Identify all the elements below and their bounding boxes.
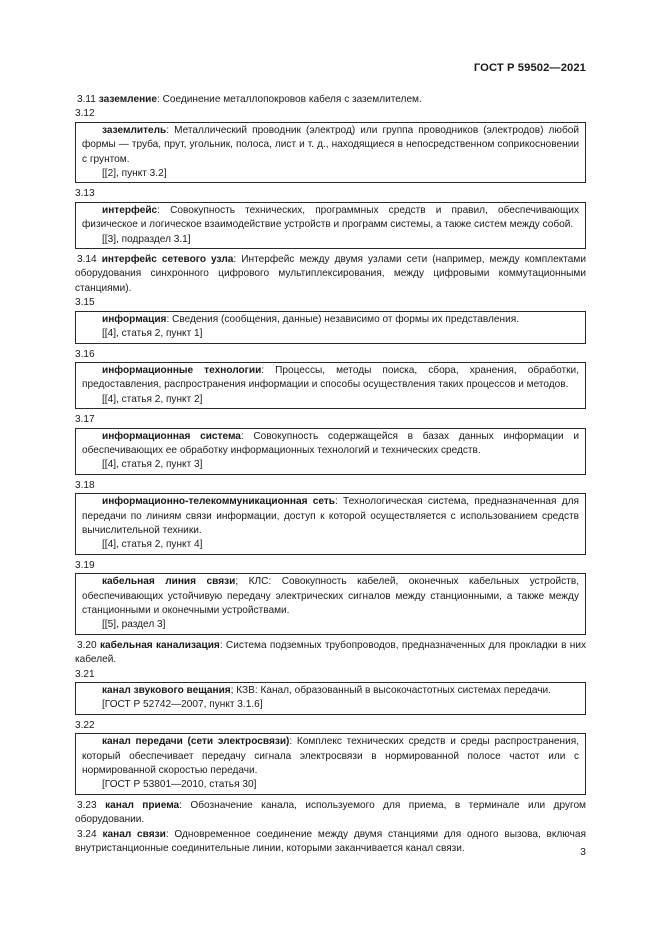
entry-3-17-box (75, 428, 586, 475)
entry-3-16 (82, 364, 579, 393)
entry-number-3-17: 3.17 (75, 414, 95, 426)
entry-3-17 (82, 430, 579, 459)
document-body (75, 93, 586, 857)
entry-term: информационные технологии (102, 364, 262, 376)
entry-term: заземление (98, 94, 157, 105)
entry-definition: ; КЛС: Совокупность кабелей, оконечных кабельных устройств, обеспечивающих устойчивую передачу электрических сигналов между станционными, а также между станционными и оконечными устройствами. (82, 576, 579, 616)
entry-definition: : Обозначение канала, используемого для приема, в терминале или другом оборудовании. (75, 799, 587, 826)
entry-number: 3.14 (77, 254, 97, 266)
entry-definition: : Сведения (сообщения, данные) независимо от формы их представления. (166, 313, 520, 325)
entry-reference: [ГОСТ Р 52742—2007, пункт 3.1.6] (102, 699, 263, 711)
entry-term: заземлитель (102, 124, 167, 136)
entry-definition: : Соединение металлопокровов кабеля с заземлителем. (156, 94, 422, 105)
entry-definition: : Металлический проводник (электрод) или группа проводников (электродов) любой формы — труба, прут, угольник, полоса, лист и т. д., находящиеся в непосредственном соприкосновении с грунтом. (82, 124, 579, 165)
entry-3-13-box (75, 202, 586, 249)
entry-3-19-box (75, 573, 586, 635)
entry-3-21-box (75, 682, 586, 715)
entry-3-12-box (75, 122, 586, 184)
entry-3-16-box (75, 362, 586, 409)
entry-3-24 (75, 828, 586, 857)
entry-number-3-15: 3.15 (75, 297, 95, 309)
entry-number-3-18: 3.18 (75, 479, 95, 491)
entry-number-3-19: 3.19 (75, 559, 95, 571)
entry-term: кабельная канализация (99, 639, 220, 651)
entry-term: канал передачи (сети электросвязи) (102, 736, 290, 748)
entry-number: 3.24 (77, 828, 97, 840)
entry-definition: : Интерфейс между двумя узлами сети (например, между комплектами оборудования синхронного цифрового мультиплексирования, между цифровыми коммутационными станциями). (75, 254, 586, 294)
entry-3-11 (75, 93, 586, 107)
entry-reference: [[4], статья 2, пункт 2] (102, 393, 203, 405)
entry-definition: : Технологическая система, предназначенная для передачи по линиям связи информации, доступ к которой осуществляется с использованием средств вычислительной техники. (82, 496, 579, 536)
entry-3-20 (75, 639, 586, 668)
entry-reference: [[5], раздел 3] (102, 619, 166, 631)
entry-3-23 (75, 799, 586, 828)
entry-3-13 (82, 204, 579, 233)
document-header: ГОСТ Р 59502—2021 (473, 62, 586, 74)
entry-reference: [[3], подраздел 3.1] (102, 233, 191, 245)
entry-number-3-21: 3.21 (75, 668, 95, 680)
entry-term: канал приема (105, 799, 180, 811)
entry-number: 3.23 (77, 799, 97, 811)
entry-term: информационно-телекоммуникационная сеть (102, 496, 335, 508)
entry-reference: [[4], статья 2, пункт 1] (102, 328, 203, 340)
entry-number: 3.20 (77, 639, 97, 651)
entry-number: 3.11 (77, 94, 96, 105)
entry-3-12 (82, 124, 579, 167)
entry-reference: [[2], пункт 3.2] (102, 168, 167, 180)
entry-definition: ; КЗВ: Канал, образованный в высокочастотных системах передачи. (230, 685, 551, 697)
entry-definition: : Комплекс технических средств и среды распространения, который обеспечивает передачу сигнала электросвязи в нормированной полосе частот или с нормированной скоростью передачи. (82, 736, 579, 777)
entry-definition: : Совокупность технических, программных средств и правил, обеспечивающих физическое и логическое взаимодействие устройств и программ системы, а также систем между собой. (82, 204, 579, 231)
entry-definition: : Система подземных трубопроводов, предназначенных для прокладки в них кабелей. (75, 639, 587, 666)
entry-number-3-16: 3.16 (75, 348, 95, 360)
entry-reference: [[4], статья 2, пункт 4] (102, 539, 203, 551)
entry-reference: [[4], статья 2, пункт 3] (102, 459, 203, 471)
entry-3-21 (82, 684, 579, 698)
entry-term: интерфейс сетевого узла (101, 254, 234, 266)
entry-3-22-box (75, 733, 586, 795)
page-number: 3 (580, 846, 586, 858)
entry-term: информационная система (102, 430, 241, 442)
entry-number-3-13: 3.13 (75, 188, 95, 200)
entry-definition: : Одновременное соединение между двумя станциями для одного вызова, включая внутристанционные соединительные линии, которыми заканчивается канал связи. (75, 828, 586, 855)
entry-3-14 (75, 253, 586, 296)
entry-3-22 (82, 735, 579, 778)
entry-term: информация (102, 313, 167, 325)
entry-definition: : Совокупность содержащейся в базах данных информации и обеспечивающих ее обработку информационных технологий и технических средств. (82, 430, 580, 456)
entry-term: интерфейс (102, 204, 158, 216)
entry-reference: [ГОСТ Р 53801—2010, статья 30] (102, 779, 257, 791)
entry-3-19 (82, 575, 579, 618)
entry-number-3-22: 3.22 (75, 719, 95, 731)
entry-term: канал звукового вещания (102, 685, 231, 697)
entry-definition: : Процессы, методы поиска, сбора, хранения, обработки, предоставления, распространения информации и способы осуществления таких процессов и методов. (82, 364, 580, 391)
entry-3-18-box (75, 493, 586, 555)
entry-3-15-box (75, 311, 586, 344)
entry-term: кабельная линия связи (102, 576, 236, 588)
entry-number-3-12: 3.12 (75, 108, 95, 120)
entry-3-15 (82, 313, 579, 327)
entry-3-18 (82, 495, 579, 538)
entry-term: канал связи (102, 828, 166, 840)
